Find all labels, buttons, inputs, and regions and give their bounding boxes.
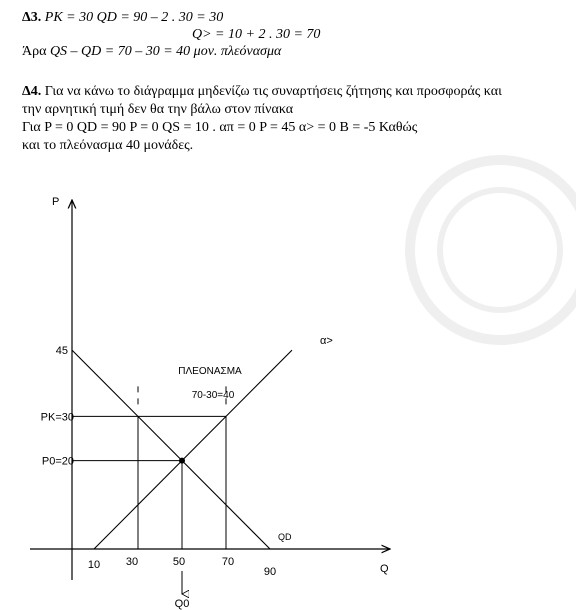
d4-text-1: Για να κάνω το διάγραμμα μηδενίζω τις συναρτήσεις ζήτησης και προσφοράς και bbox=[44, 84, 502, 99]
x-tick-30: 30 bbox=[125, 556, 139, 568]
equilibrium-point bbox=[179, 458, 185, 464]
demand-curve bbox=[72, 350, 270, 549]
x-tick-10: 10 bbox=[87, 559, 101, 571]
d3-label: Δ3. bbox=[22, 10, 42, 25]
d4-text-4: και το πλεόνασμα 40 μονάδες. bbox=[22, 138, 194, 153]
d3-equation-2: Q> = 10 + 2 . 30 = 70 bbox=[192, 27, 321, 42]
d3-equation-1: PK = 30 QD = 90 – 2 . 30 = 30 bbox=[44, 10, 224, 25]
supply-curve bbox=[94, 350, 292, 549]
y-tick-45: 45 bbox=[55, 345, 68, 358]
x-axis-label: Q bbox=[380, 563, 389, 575]
y-tick-pk: PK=30 bbox=[40, 411, 74, 424]
surplus-title: ΠΛΕΟΝΑΣΜΑ bbox=[178, 366, 242, 377]
demand-curve-label: QD bbox=[278, 532, 292, 542]
q0-label: Q0 bbox=[174, 598, 190, 610]
surplus-value: 70-30=40 bbox=[191, 390, 235, 401]
d4-text-3: Για P = 0 QD = 90 P = 0 QS = 10 . απ = 0 P = 45 α> = 0 B = -5 Καθώς bbox=[22, 120, 418, 135]
d4-label: Δ4. bbox=[22, 84, 42, 99]
x-tick-50: 50 bbox=[172, 556, 186, 568]
supply-curve-label: α> bbox=[320, 335, 333, 347]
x-tick-90: 90 bbox=[263, 566, 277, 578]
d3-prefix: Άρα bbox=[22, 44, 47, 59]
d3-equation-3: QS – QD = 70 – 30 = 40 μον. πλεόνασμα bbox=[49, 44, 282, 59]
y-axis-label: P bbox=[52, 196, 60, 208]
d4-text-2: την αρνητική τιμή δεν θα την βάλω στον πίνακα bbox=[22, 102, 294, 117]
y-tick-p0: P0=20 bbox=[41, 455, 74, 468]
x-tick-70: 70 bbox=[221, 556, 235, 568]
